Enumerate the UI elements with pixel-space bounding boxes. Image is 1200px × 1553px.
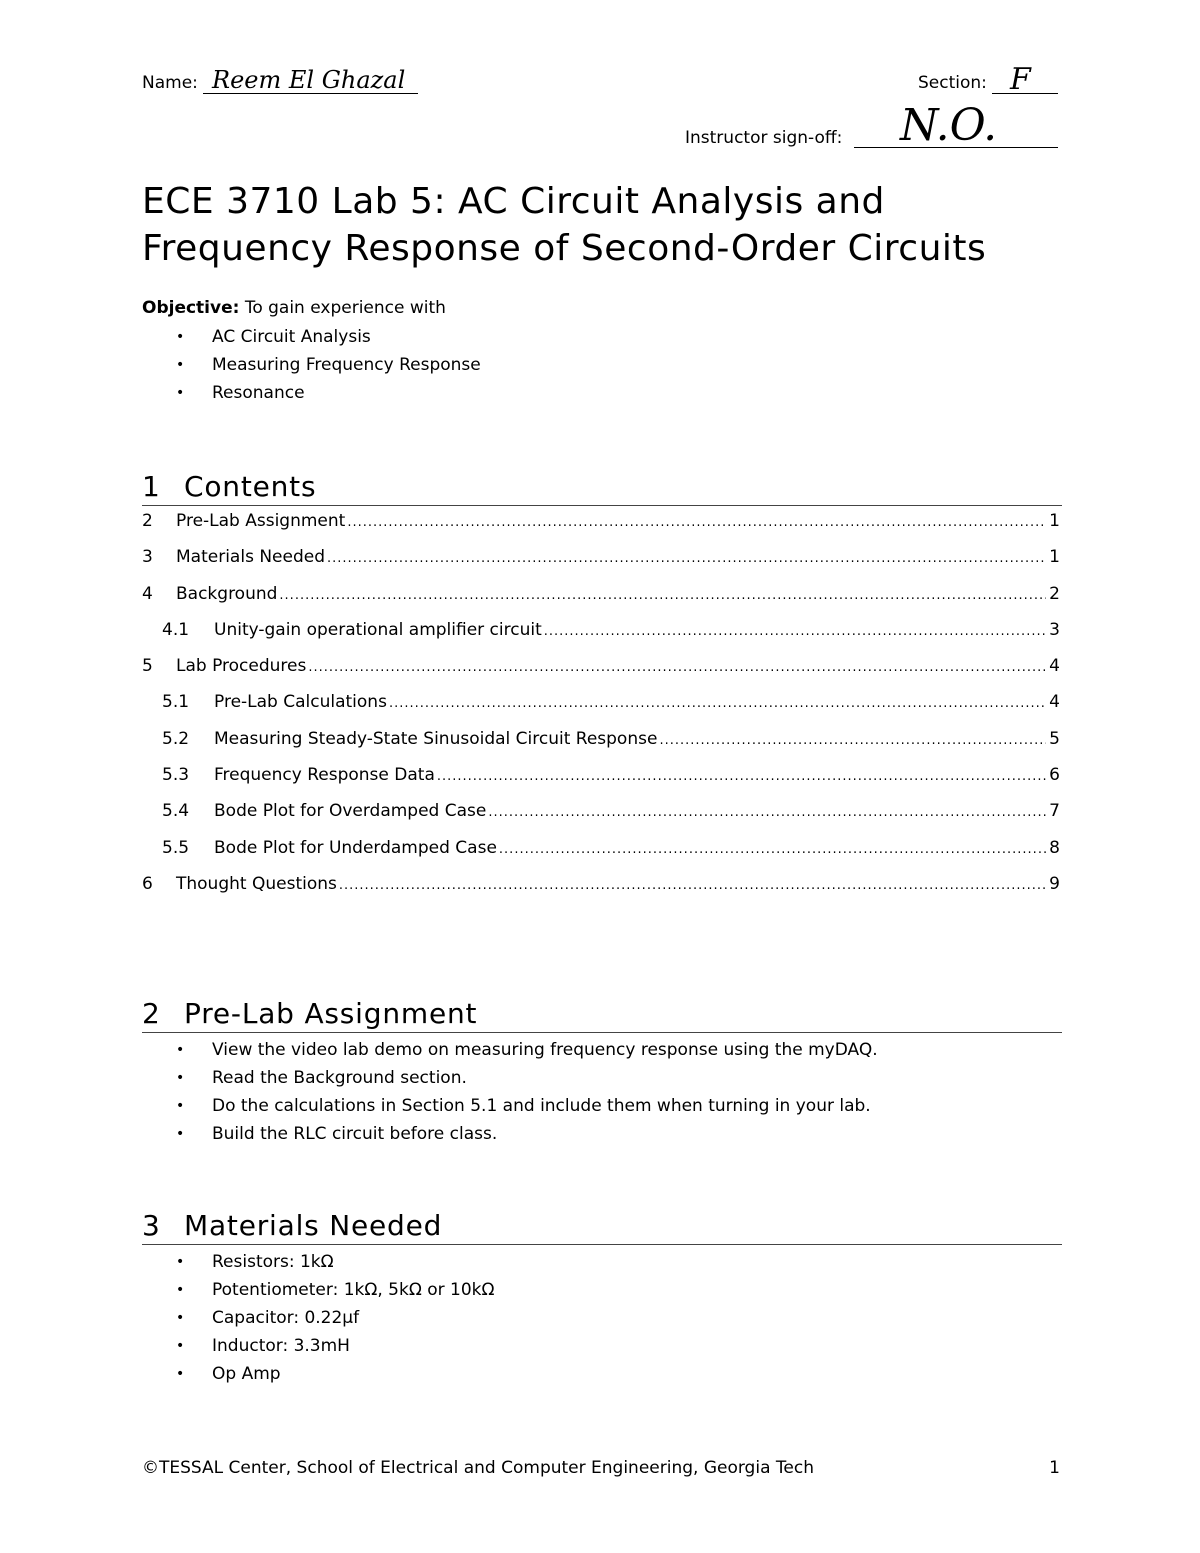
name-line (203, 93, 418, 94)
list-item: • Resonance (142, 379, 481, 407)
toc-number: 4 (142, 583, 153, 604)
prelab-heading (142, 997, 1062, 1033)
objective-label: Objective: (142, 298, 240, 318)
toc-number: 4.1 (162, 619, 190, 640)
toc-entry[interactable] (142, 576, 1060, 612)
list-item: • Build the RLC circuit before class. (142, 1120, 878, 1148)
toc-number: 5.4 (162, 801, 190, 822)
toc-number: 3 (142, 547, 153, 568)
toc-leader (308, 650, 1046, 686)
list-item: • Resistors: 1kΩ (142, 1248, 494, 1276)
document-title (142, 178, 1062, 272)
page-footer (142, 1458, 1060, 1478)
toc-leader (544, 614, 1046, 650)
contents-heading (142, 470, 1062, 506)
title-line-2: Frequency Response of Second-Order Circuits (142, 228, 987, 269)
toc-page: 6 (1049, 765, 1060, 786)
toc-page: 3 (1049, 619, 1060, 640)
toc-entry[interactable] (142, 866, 1060, 902)
list-item: • Inductor: 3.3mH (142, 1332, 494, 1360)
section-line (992, 93, 1058, 94)
materials-title: Materials Needed (184, 1209, 443, 1242)
materials-heading (142, 1209, 1062, 1245)
list-item: • Read the Background section. (142, 1064, 878, 1092)
toc-number: 5.3 (162, 765, 190, 786)
toc-leader (389, 686, 1046, 722)
prelab-list (142, 1036, 878, 1148)
toc-title: Pre-Lab Assignment (176, 511, 346, 531)
toc-title: Bode Plot for Underdamped Case (214, 837, 497, 858)
toc-leader (488, 795, 1046, 831)
toc-number: 5 (142, 656, 153, 677)
toc-leader (279, 578, 1046, 614)
toc-title: Lab Procedures (176, 656, 307, 677)
list-item: • Measuring Frequency Response (142, 351, 481, 379)
toc-leader (327, 541, 1046, 577)
list-item: • Capacitor: 0.22μf (142, 1304, 494, 1332)
toc-page: 1 (1049, 511, 1060, 531)
objective-list (142, 323, 481, 407)
toc-title: Bode Plot for Overdamped Case (214, 801, 487, 822)
toc-entry[interactable] (142, 684, 1060, 720)
toc-leader (499, 832, 1046, 868)
toc-entry[interactable] (142, 757, 1060, 793)
list-item: • View the video lab demo on measuring frequency response using the myDAQ. (142, 1036, 878, 1064)
toc-entry[interactable] (142, 503, 1060, 539)
footer-page-number: 1 (1049, 1458, 1060, 1478)
list-item: • Potentiometer: 1kΩ, 5kΩ or 10kΩ (142, 1276, 494, 1304)
toc-number: 5.2 (162, 728, 190, 749)
signoff-value[interactable]: N.O. (900, 100, 998, 151)
objective (142, 298, 446, 318)
toc-title: Materials Needed (176, 547, 325, 568)
toc-page: 4 (1049, 692, 1060, 713)
toc-leader (347, 505, 1046, 541)
toc-leader (437, 759, 1046, 795)
signoff-label: Instructor sign-off: (685, 128, 843, 148)
toc-title: Thought Questions (176, 873, 337, 894)
toc-page: 1 (1049, 547, 1060, 568)
toc-entry[interactable] (142, 648, 1060, 684)
toc-title: Background (176, 583, 278, 604)
objective-text: To gain experience with (239, 298, 446, 318)
toc-number: 6 (142, 873, 153, 894)
signoff-line (854, 147, 1058, 148)
toc-title: Unity-gain operational amplifier circuit (214, 619, 542, 640)
materials-list (142, 1248, 494, 1388)
materials-number: 3 (142, 1209, 161, 1242)
toc-page: 7 (1049, 801, 1060, 822)
table-of-contents (142, 503, 1060, 902)
name-value[interactable]: Reem El Ghazal (212, 66, 406, 94)
toc-number: 2 (142, 511, 153, 531)
toc-entry[interactable] (142, 539, 1060, 575)
toc-entry[interactable] (142, 612, 1060, 648)
toc-page: 8 (1049, 837, 1060, 858)
toc-entry[interactable] (142, 830, 1060, 866)
toc-number: 5.5 (162, 837, 190, 858)
toc-entry[interactable] (142, 721, 1060, 757)
footer-copyright: ©TESSAL Center, School of Electrical and Computer Engineering, Georgia Tech (142, 1458, 814, 1478)
prelab-number: 2 (142, 997, 161, 1030)
toc-page: 9 (1049, 873, 1060, 894)
toc-number: 5.1 (162, 692, 190, 713)
toc-title: Measuring Steady-State Sinusoidal Circuit Response (214, 728, 658, 749)
list-item: • Op Amp (142, 1360, 494, 1388)
contents-title: Contents (184, 470, 317, 503)
toc-leader (659, 723, 1046, 759)
toc-leader (339, 868, 1046, 904)
toc-title: Pre-Lab Calculations (214, 692, 387, 713)
section-value[interactable]: F (1010, 62, 1031, 97)
toc-page: 2 (1049, 583, 1060, 604)
toc-page: 4 (1049, 656, 1060, 677)
section-label: Section: (918, 73, 987, 93)
contents-number: 1 (142, 470, 161, 503)
prelab-title: Pre-Lab Assignment (184, 997, 478, 1030)
name-label: Name: (142, 73, 198, 93)
toc-entry[interactable] (142, 793, 1060, 829)
list-item: • Do the calculations in Section 5.1 and include them when turning in your lab. (142, 1092, 878, 1120)
title-line-1: ECE 3710 Lab 5: AC Circuit Analysis and (142, 181, 885, 222)
toc-title: Frequency Response Data (214, 765, 435, 786)
list-item: • AC Circuit Analysis (142, 323, 481, 351)
toc-page: 5 (1049, 728, 1060, 749)
